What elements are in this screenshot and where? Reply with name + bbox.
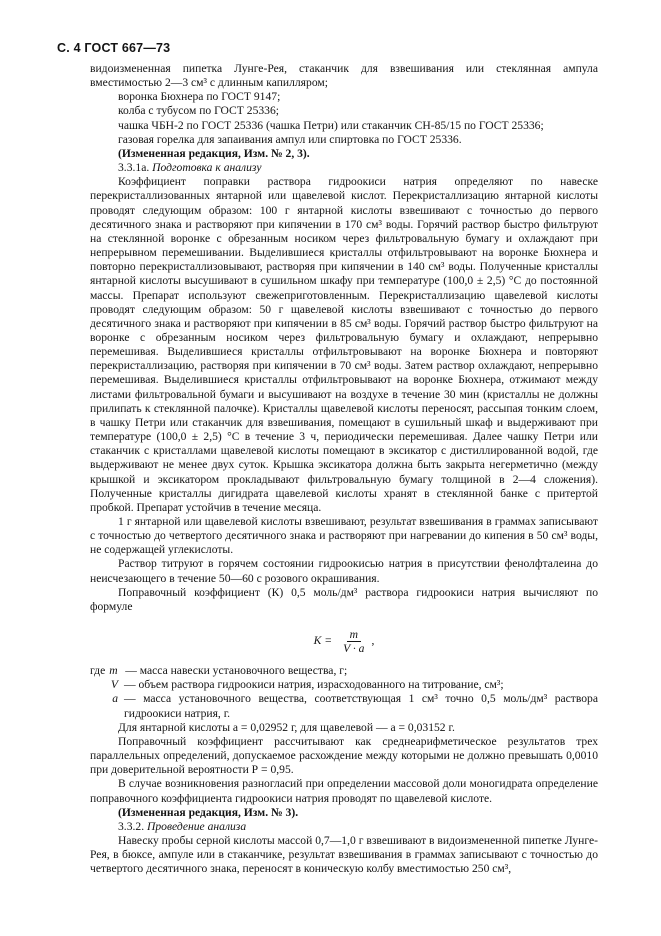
section-heading-331a: [90, 161, 598, 175]
section-number: 3.3.1а.: [118, 161, 150, 175]
variable-definition-a: [90, 692, 598, 720]
paragraph-analysis: Навеску пробы серной кислоты массой 0,7—1,0 г взвешивают в видоизмененной пипетке Лунге-Рея, в бюксе, ампуле или в стаканчике, результат взвешивания в граммах записывают с точностью до четвертого десятичного знака, переносят в коническую колбу вместимостью 250 см³,: [90, 833, 598, 876]
paragraph-titration: Раствор титруют в горячем состоянии гидроокисью натрия в присутствии фенолфталеина до неисчезающего в течение 50—60 с розового окрашивания.: [90, 557, 598, 585]
variable-symbol: m: [109, 664, 118, 678]
paragraph-constants: Для янтарной кислоты а = 0,02952 г, для щавелевой — а = 0,03152 г.: [118, 720, 455, 734]
amendment-note-2: (Измененная редакция, Изм. № 3).: [118, 805, 299, 819]
formula-numerator: m: [347, 628, 361, 642]
formula-tail: ,: [371, 634, 375, 648]
correction-factor-formula: [90, 626, 598, 656]
amendment-note-1: (Измененная редакция, Изм. № 2, 3).: [118, 146, 310, 160]
section-title: Подготовка к анализу: [152, 161, 262, 175]
paragraph-average: Поправочный коэффициент рассчитывают как среднеарифметическое результатов трех параллельных определений, допускаемое расхождение между которыми не должно превышать 0,0010 при доверительной вероятности Р = 0,95.: [90, 734, 598, 777]
variable-description: — объем раствора гидроокиси натрия, израсходованного на титрование, см³;: [124, 678, 504, 692]
section-number: 3.3.2.: [118, 819, 145, 833]
paragraph-petri-dish: чашка ЧБН-2 по ГОСТ 25336 (чашка Петри) или стаканчик СН-85/15 по ГОСТ 25336;: [118, 118, 544, 132]
paragraph-flask: колба с тубусом по ГОСТ 25336;: [118, 104, 279, 118]
section-title: Проведение анализа: [147, 819, 247, 833]
variable-symbol: V: [110, 678, 118, 692]
formula-fraction: [340, 628, 367, 655]
paragraph-pipette: видоизмененная пипетка Лунге-Рея, стаканчик для взвешивания или стеклянная ампула вместимостью 2—3 см³ с длинным капилляром;: [90, 62, 598, 90]
page-header: С. 4 ГОСТ 667—73: [57, 41, 171, 55]
variable-definition-m: [90, 664, 598, 678]
formula-denominator: V · a: [343, 641, 365, 655]
formula-lhs: К =: [313, 634, 333, 648]
where-label: где: [90, 664, 106, 678]
section-heading-332: [90, 820, 598, 834]
paragraph-preparation: Коэффициент поправки раствора гидроокиси натрия определяют по навеске перекристаллизованных янтарной или щавелевой кислот. Перекристаллизацию янтарной кислоты проводят следующим образом: 100 г янтарной кислоты взвешивают с точностью до первого десятичного знака и растворяют при кипячении в 170 см³ воды. Горячий раствор быстро фильтруют на стеклянной воронке с обрезанным носиком через фильтровальную бумагу и охлаждают при непрерывном перемешивании. Выделившиеся кристаллы отфильтровывают на воронке Бюхнера и повторно перекристаллизовывают, растворяя при кипячении в 140 см³ воды. Полученные кристаллы янтарной кислоты высушивают в сушильном шкафу при температуре (100,0 ± 2,5) °С до постоянной массы. Препарат используют свежеприготовленным. Перекристаллизацию щавелевой кислоты проводят следующим образом: 50 г щавелевой кислоты взвешивают с точностью до первого десятичного знака и растворяют при кипячении в 85 см³ воды. Горячий раствор быстро фильтруют на воронке с обрезанным носиком через фильтровальную бумагу и охлаждают, непрерывно перемешивая. Выделившиеся кристаллы отфильтровывают на воронке Бюхнера и повторяют перекристаллизацию, растворяя при кипячении в 70 см³ воды. Затем раствор охлаждают, непрерывно перемешивая. Выделившиеся кристаллы отфильтровывают на воронке Бюхнера, отжимают между листами фильтровальной бумаги и высушивают на воздухе в течение 30 мин (кристаллы не должны прилипать к стеклянной палочке). Кристаллы щавелевой кислоты переносят, рассыпая тонким слоем, в чашку Петри или стаканчик для взвешивания, помещают в сушильный шкаф и выдерживают при температуре (100,0 ± 2,5) °С в течение 3 ч, периодически перемешивая. Далее чашку Петри или стаканчик с кристаллами щавелевой кислоты помещают в эксикатор с дистиллированной водой, где выдерживают не менее двух суток. Крышка эксикатора должна быть закрыта негерметично (между крышкой и эксикатором прокладывают фильтровальную бумагу толщиной в 2—4 сложения). Полученные кристаллы дигидрата щавелевой кислоты хранят в стеклянной банке с притертой пробкой. Препарат устойчив в течение месяца.: [90, 175, 598, 514]
paragraph-weighing: 1 г янтарной или щавелевой кислоты взвешивают, результат взвешивания в граммах записывают с точностью до четвертого десятичного знака и растворяют при нагревании до кипения в 50 см³ воды, не содержащей углекислоты.: [90, 515, 598, 557]
variable-description: — масса установочного вещества, соответствующая 1 см³ точно 0,5 моль/дм³ раствора гидроокиси натрия, г.: [124, 692, 598, 720]
paragraph-gas-burner: газовая горелка для запаивания ампул или спиртовка по ГОСТ 25336.: [118, 132, 462, 146]
variable-symbol: a: [112, 692, 118, 706]
variable-definition-v: [90, 678, 598, 692]
paragraph-disputes: В случае возникновения разногласий при определении массовой доли моногидрата определение поправочного коэффициента гидроокиси натрия проводят по щавелевой кислоте.: [90, 777, 598, 805]
paragraph-buchner-funnel: воронка Бюхнера по ГОСТ 9147;: [118, 90, 281, 104]
variable-description: — масса навески установочного вещества, г;: [125, 664, 348, 678]
paragraph-formula-intro: Поправочный коэффициент (К) 0,5 моль/дм³ раствора гидроокиси натрия вычисляют по формуле: [90, 585, 598, 613]
document-body: [90, 62, 598, 876]
